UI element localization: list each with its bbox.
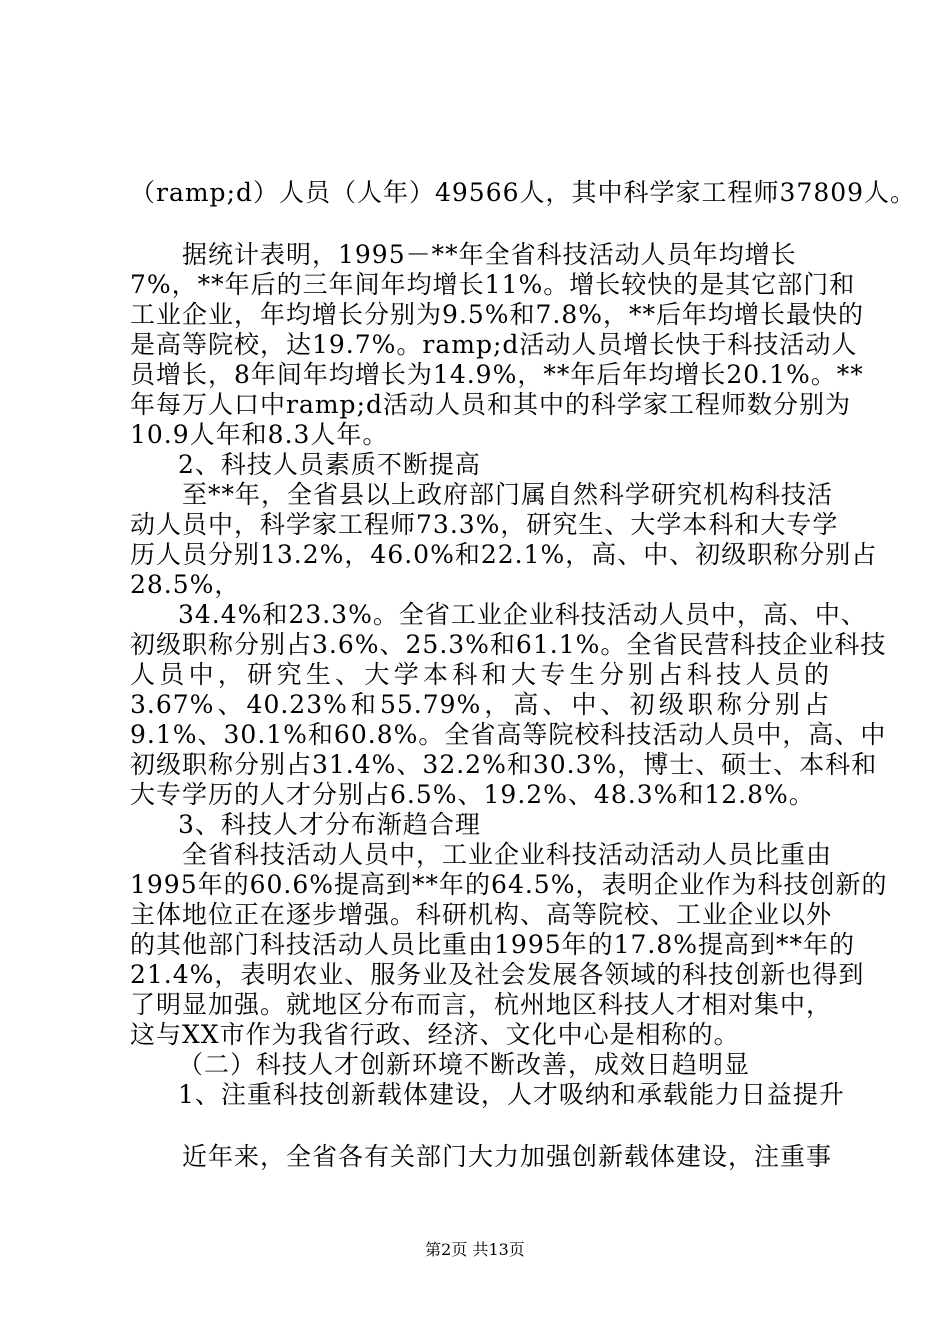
text-line: 9.1%、30.1%和60.8%。全省高等院校科技活动人员中，高、中 [130,720,887,749]
text-line: 34.4%和23.3%。全省工业企业科技活动人员中，高、中、 [178,600,867,629]
text-line: 初级职称分别占3.6%、25.3%和61.1%。全省民营科技企业科技 [130,630,887,659]
text-line: 的其他部门科技活动人员比重由1995年的17.8%提高到**年的 [130,930,856,959]
subsection-heading: 1、注重科技创新载体建设，人才吸纳和承载能力日益提升 [178,1080,845,1109]
text-line: 3.67%、40.23%和55.79%，高、中、初级职称分别占 [130,690,830,719]
page-number-footer: 第2页 共13页 [425,1240,525,1259]
text-line: 工业企业，年均增长分别为9.5%和7.8%，**后年均增长最快的 [130,300,865,329]
text-line: 了明显加强。就地区分布而言，杭州地区科技人才相对集中， [130,990,833,1019]
text-line: 21.4%，表明农业、服务业及社会发展各领域的科技创新也得到 [130,960,865,989]
text-line: 是高等院校，达19.7%。ramp;d活动人员增长快于科技活动人 [130,330,858,359]
section-heading: 3、科技人才分布渐趋合理 [178,810,481,839]
text-line: 大专学历的人才分别占6.5%、19.2%、48.3%和12.8%。 [130,780,815,809]
text-line: 据统计表明，1995－**年全省科技活动人员年均增长 [182,240,797,269]
text-line: 员增长，8年间年均增长为14.9%，**年后年均增长20.1%。** [130,360,864,389]
text-line: 7%，**年后的三年间年均增长11%。增长较快的是其它部门和 [130,270,856,299]
text-line: 1995年的60.6%提高到**年的64.5%，表明企业作为科技创新的 [130,870,888,899]
text-line: 近年来，全省各有关部门大力加强创新载体建设，注重事 [182,1142,833,1171]
text-line: 动人员中，科学家工程师73.3%，研究生、大学本科和大专学 [130,510,839,539]
text-line: 10.9人年和8.3人年。 [130,420,389,449]
text-line: 这与XX市作为我省行政、经济、文化中心是相称的。 [130,1020,740,1049]
text-line: 历人员分别13.2%，46.0%和22.1%，高、中、初级职称分别占 [130,540,878,569]
text-line: 全省科技活动人员中，工业企业科技活动活动人员比重由 [182,840,833,869]
text-line: 年每万人口中ramp;d活动人员和其中的科学家工程师数分别为 [130,390,851,419]
text-line: 至**年，全省县以上政府部门属自然科学研究机构科技活 [182,480,834,509]
text-line: （ramp;d）人员（人年）49566人，其中科学家工程师37809人。 [130,178,917,207]
section-heading: 2、科技人员素质不断提高 [178,450,481,479]
text-line: 主体地位正在逐步增强。科研机构、高等院校、工业企业以外 [130,900,833,929]
text-line: 初级职称分别占31.4%、32.2%和30.3%，博士、硕士、本科和 [130,750,878,779]
section-heading: （二）科技人才创新环境不断改善，成效日趋明显 [178,1050,751,1079]
text-line: 人员中，研究生、大学本科和大专生分别占科技人员的 [130,660,830,689]
text-line: 28.5%， [130,570,241,599]
